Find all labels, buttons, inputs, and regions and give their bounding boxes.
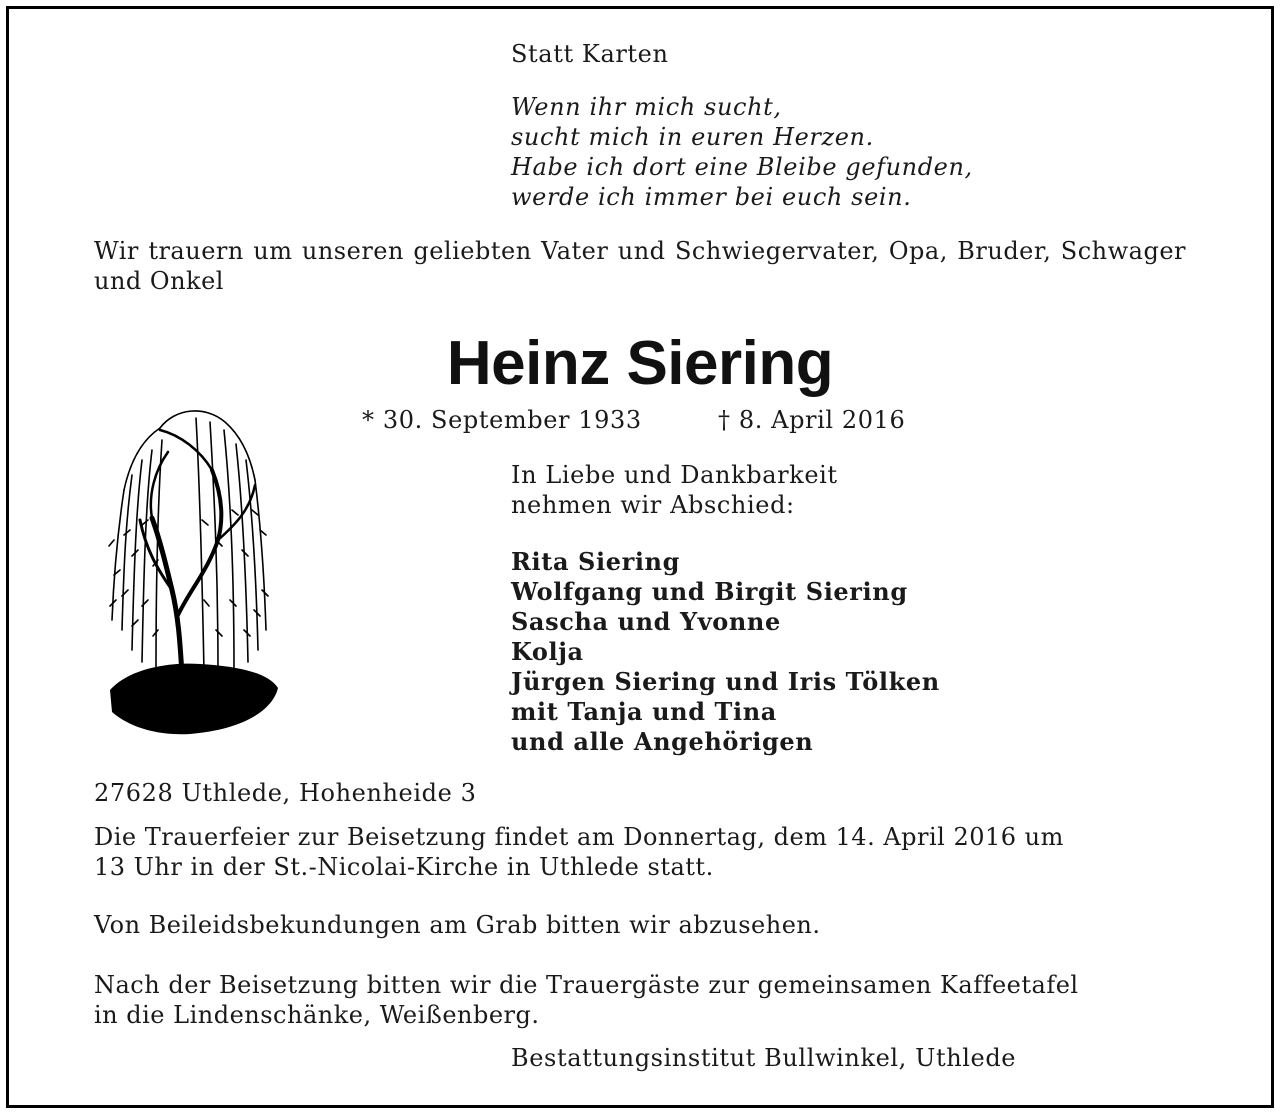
- address: 27628 Uthlede, Hohenheide 3: [94, 779, 477, 807]
- mourner-name: Sascha und Yvonne: [511, 607, 781, 636]
- statt-karten: Statt Karten: [511, 40, 669, 68]
- mourner-name: Kolja: [511, 637, 584, 666]
- intro-text: Wir trauern um unseren geliebten Vater und Schwiegervater, Opa, Bruder, Schwager und Onkel: [94, 237, 1186, 295]
- deceased-name: Heinz Siering: [446, 329, 834, 398]
- poem-line: sucht mich in euren Herzen.: [511, 123, 874, 151]
- condolences-note: Von Beileidsbekundungen am Grab bitten wir abzusehen.: [94, 911, 821, 939]
- reception-line: in die Lindenschänke, Weißenberg.: [94, 1001, 540, 1029]
- mourner-name: Jürgen Siering und Iris Tölken: [511, 667, 940, 696]
- funeral-line: 13 Uhr in der St.-Nicolai-Kirche in Uthlede statt.: [94, 853, 714, 881]
- poem-line: werde ich immer bei euch sein.: [511, 183, 912, 211]
- funeral-info: [94, 822, 1186, 882]
- mourner-name: Wolfgang und Birgit Siering: [511, 577, 908, 606]
- farewell-line: nehmen wir Abschied:: [511, 491, 795, 519]
- mourner-name: mit Tanja und Tina: [511, 697, 777, 726]
- funeral-line: Die Trauerfeier zur Beisetzung findet am Donnertag, dem 14. April 2016 um: [94, 823, 1064, 851]
- birth-date: * 30. September 1933: [362, 406, 642, 434]
- poem: [511, 92, 973, 212]
- mourner-name: und alle Angehörigen: [511, 727, 814, 756]
- weeping-willow-icon: [100, 400, 285, 740]
- undertaker: Bestattungsinstitut Bullwinkel, Uthlede: [511, 1044, 1017, 1072]
- mourners-list: [511, 547, 940, 757]
- poem-line: Habe ich dort eine Bleibe gefunden,: [511, 153, 973, 181]
- mourner-name: Rita Siering: [511, 547, 680, 576]
- reception-line: Nach der Beisetzung bitten wir die Trauergäste zur gemeinsamen Kaffeetafel: [94, 971, 1079, 999]
- death-date: † 8. April 2016: [718, 406, 906, 434]
- farewell-line: In Liebe und Dankbarkeit: [511, 461, 838, 489]
- reception-info: [94, 970, 1186, 1030]
- farewell: [511, 460, 838, 520]
- poem-line: Wenn ihr mich sucht,: [511, 93, 782, 121]
